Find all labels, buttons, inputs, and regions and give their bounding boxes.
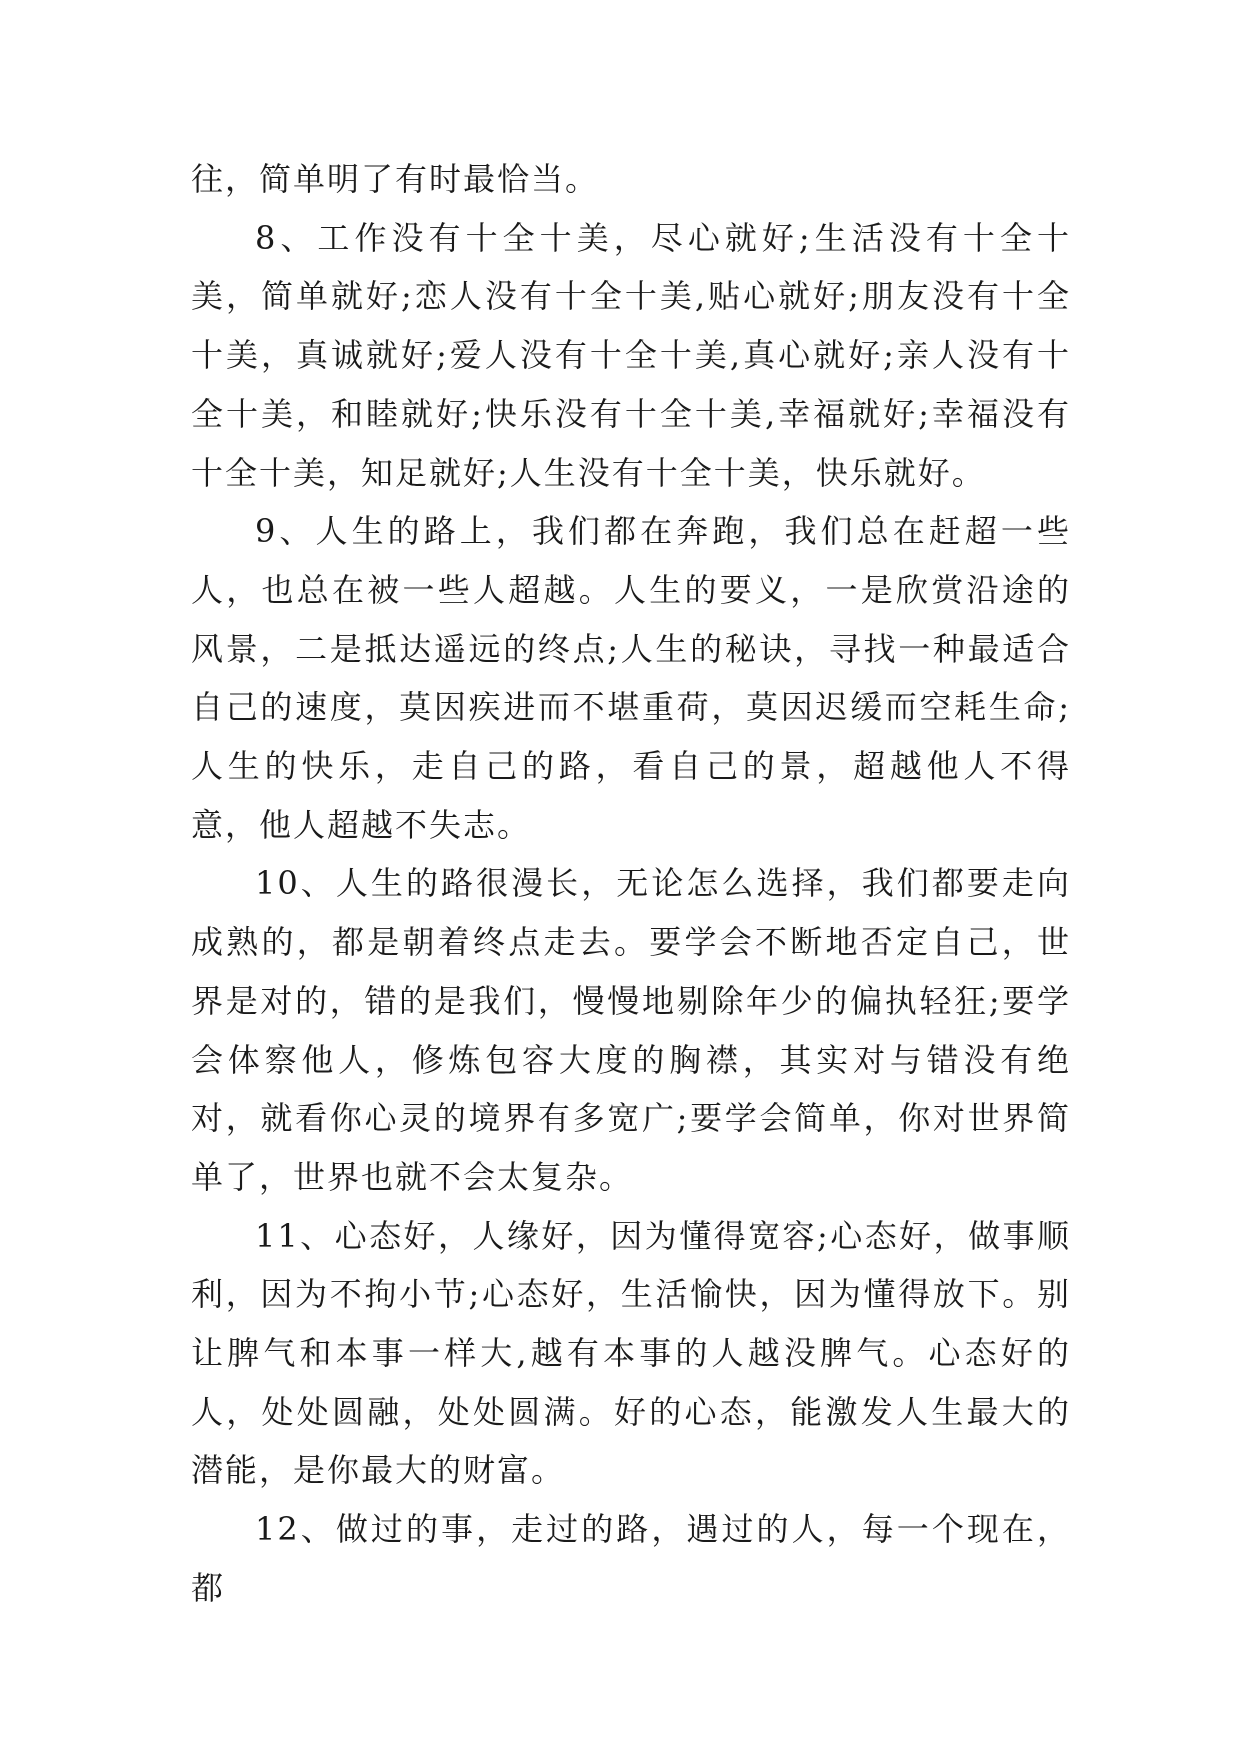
paragraph-10: 10、人生的路很漫长，无论怎么选择，我们都要走向成熟的，都是朝着终点走去。要学会不断地否定自己，世界是对的，错的是我们，慢慢地剔除年少的偏执轻狂;要学会体察他人，修炼包容大度的胸襟，其实对与错没有绝对，就看你心灵的境界有多宽广;要学会简单，你对世界简单了，世界也就不会太复杂。 <box>191 864 1071 1196</box>
paragraph-9: 9、人生的路上，我们都在奔跑，我们总在赶超一些人，也总在被一些人超越。人生的要义，一是欣赏沿途的风景，二是抵达遥远的终点;人生的秘诀，寻找一种最适合自己的速度，莫因疾进而不堪重荷，莫因迟缓而空耗生命;人生的快乐，走自己的路，看自己的景，超越他人不得意，他人超越不失志。 <box>191 512 1071 844</box>
paragraph-11: 11、心态好，人缘好，因为懂得宽容;心态好，做事顺利，因为不拘小节;心态好，生活愉快，因为懂得放下。别让脾气和本事一样大,越有本事的人越没脾气。心态好的人，处处圆融，处处圆满。好的心态，能激发人生最大的潜能，是你最大的财富。 <box>191 1216 1071 1490</box>
paragraph-12: 12、做过的事，走过的路，遇过的人，每一个现在，都 <box>191 1510 1071 1607</box>
document-page <box>191 150 1071 1618</box>
paragraph-continuation: 往，简单明了有时最恰当。 <box>191 160 600 198</box>
paragraph-8: 8、工作没有十全十美，尽心就好;生活没有十全十美，简单就好;恋人没有十全十美,贴心就好;朋友没有十全十美，真诚就好;爱人没有十全十美,真心就好;亲人没有十全十美，和睦就好;快乐没有十全十美,幸福就好;幸福没有十全十美，知足就好;人生没有十全十美，快乐就好。 <box>191 218 1071 492</box>
